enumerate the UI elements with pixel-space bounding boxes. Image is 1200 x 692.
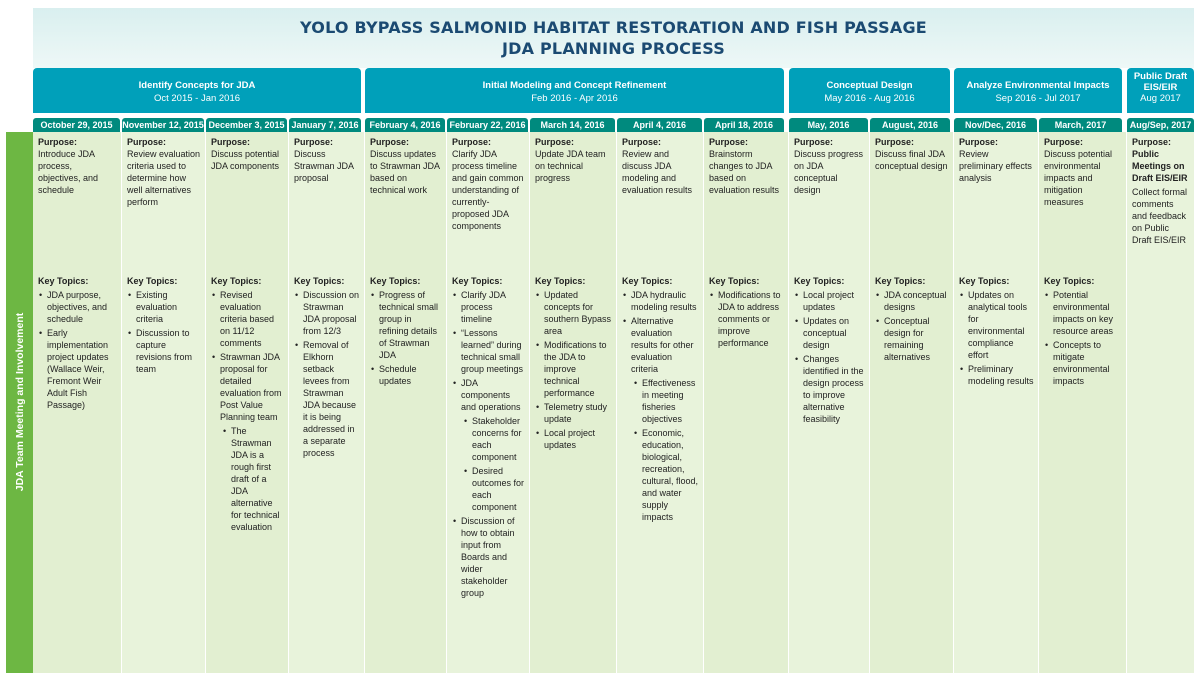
phase-environmental-impacts bbox=[954, 68, 1122, 113]
meeting-column bbox=[954, 132, 1038, 673]
meeting-column bbox=[365, 132, 446, 673]
title-banner bbox=[33, 8, 1194, 68]
key-topics-label: Key Topics: bbox=[38, 276, 89, 286]
column-divider bbox=[788, 132, 789, 673]
topic-text: Alternative evaluation results for other evaluation criteria bbox=[631, 316, 694, 374]
phase-dates: May 2016 - Aug 2016 bbox=[824, 93, 915, 104]
column-divider bbox=[869, 132, 870, 673]
topic-item: • Updates on conceptual design bbox=[794, 315, 866, 351]
key-topics-label: Key Topics: bbox=[709, 276, 760, 286]
topic-item bbox=[211, 351, 285, 533]
topic-item: • Local project updates bbox=[794, 289, 866, 313]
purpose-heading: Public Meetings on Draft EIS/EIR bbox=[1132, 149, 1188, 183]
topic-item: • Updated concepts for southern Bypass area bbox=[535, 289, 613, 337]
purpose-text: Review evaluation criteria used to determine how well alternatives perform bbox=[127, 149, 201, 207]
purpose-label: Purpose: bbox=[1132, 137, 1172, 147]
meeting-column bbox=[530, 132, 616, 673]
subtopic-item: • Economic, education, biological, recreation, cultural, flood, and water supply impacts bbox=[633, 427, 700, 523]
meeting-column bbox=[617, 132, 703, 673]
key-topics-label: Key Topics: bbox=[794, 276, 845, 286]
topic-item: • Progress of technical small group in refining details of Strawman JDA bbox=[370, 289, 443, 361]
meeting-column bbox=[789, 132, 869, 673]
phase-dates: Oct 2015 - Jan 2016 bbox=[153, 93, 241, 104]
key-topics-label: Key Topics: bbox=[370, 276, 421, 286]
purpose-text: Introduce JDA process, objectives, and schedule bbox=[38, 149, 99, 195]
purpose-text: Discuss progress on JDA conceptual design bbox=[794, 149, 864, 195]
purpose-text: Discuss Strawman JDA proposal bbox=[294, 149, 354, 183]
meeting-column bbox=[1127, 132, 1194, 673]
column-divider bbox=[616, 132, 617, 673]
meeting-date: May, 2016 bbox=[789, 118, 868, 132]
purpose-label: Purpose: bbox=[875, 137, 915, 147]
column-divider bbox=[703, 132, 704, 673]
meeting-column bbox=[704, 132, 788, 673]
sidebar-label: JDA Team Meeting and Involvement bbox=[13, 312, 26, 492]
key-topics-label: Key Topics: bbox=[211, 276, 262, 286]
topic-item: • JDA hydraulic modeling results bbox=[622, 289, 700, 313]
purpose-label: Purpose: bbox=[38, 137, 78, 147]
meeting-date: March 14, 2016 bbox=[530, 118, 615, 132]
sidebar bbox=[6, 132, 33, 673]
topic-item: • Removal of Elkhorn setback levees from Strawman JDA because it is being addressed in a separate process bbox=[294, 339, 361, 459]
purpose-label: Purpose: bbox=[535, 137, 575, 147]
page-title: YOLO BYPASS SALMONID HABITAT RESTORATION AND FISH PASSAGE bbox=[300, 18, 927, 37]
meeting-date: April 4, 2016 bbox=[617, 118, 702, 132]
meeting-date: March, 2017 bbox=[1039, 118, 1122, 132]
subtopic-item: • Stakeholder concerns for each component bbox=[463, 415, 526, 463]
topic-item: • Schedule updates bbox=[370, 363, 443, 387]
purpose-text: Brainstorm changes to JDA based on evaluation results bbox=[709, 149, 780, 195]
purpose-text: Discuss potential environmental impacts and mitigation measures bbox=[1044, 149, 1113, 207]
meeting-column bbox=[1039, 132, 1126, 673]
meeting-date: October 29, 2015 bbox=[33, 118, 120, 132]
topic-item: • Updates on analytical tools for environmental compliance effort bbox=[959, 289, 1035, 361]
key-topics-label: Key Topics: bbox=[127, 276, 178, 286]
meeting-column bbox=[122, 132, 205, 673]
purpose-text: Collect formal comments and feedback on Public Draft EIS/EIR bbox=[1132, 187, 1188, 245]
subtopic-item: • Effectiveness in meeting fisheries objectives bbox=[633, 377, 700, 425]
meeting-date: August, 2016 bbox=[870, 118, 950, 132]
meeting-date: November 12, 2015 bbox=[122, 120, 204, 130]
column-divider bbox=[121, 132, 122, 673]
key-topics-label: Key Topics: bbox=[294, 276, 345, 286]
meeting-column bbox=[33, 132, 121, 673]
phase-name: Identify Concepts for JDA bbox=[138, 80, 256, 91]
column-divider bbox=[205, 132, 206, 673]
topic-item: • Clarify JDA process timeline bbox=[452, 289, 526, 325]
purpose-label: Purpose: bbox=[622, 137, 662, 147]
topic-item: • JDA purpose, objectives, and schedule bbox=[38, 289, 118, 325]
topic-item: • Local project updates bbox=[535, 427, 613, 451]
meeting-column bbox=[447, 132, 529, 673]
page-subtitle: JDA PLANNING PROCESS bbox=[502, 39, 725, 58]
topic-item: • “Lessons learned” during technical small group meetings bbox=[452, 327, 526, 375]
purpose-text: Update JDA team on technical progress bbox=[535, 149, 606, 183]
purpose-text: Review and discuss JDA modeling and evaluation results bbox=[622, 149, 693, 195]
meeting-column bbox=[870, 132, 953, 673]
meeting-date: January 7, 2016 bbox=[289, 118, 361, 132]
purpose-label: Purpose: bbox=[452, 137, 492, 147]
key-topics-label: Key Topics: bbox=[1044, 276, 1095, 286]
meeting-date: Nov/Dec, 2016 bbox=[954, 118, 1037, 132]
topic-item: • Potential environmental impacts on key resource areas bbox=[1044, 289, 1123, 337]
key-topics-label: Key Topics: bbox=[452, 276, 503, 286]
key-topics-label: Key Topics: bbox=[959, 276, 1010, 286]
topic-item bbox=[622, 315, 700, 523]
purpose-text: Clarify JDA process timeline and gain common understanding of currently-proposed JDA components bbox=[452, 149, 524, 231]
purpose-label: Purpose: bbox=[211, 137, 251, 147]
meeting-column bbox=[206, 132, 288, 673]
phase-public-draft bbox=[1127, 68, 1194, 113]
phase-conceptual-design bbox=[789, 68, 950, 113]
subtopic-item: • Desired outcomes for each component bbox=[463, 465, 526, 513]
column-divider bbox=[364, 132, 365, 673]
column-divider bbox=[446, 132, 447, 673]
purpose-text: Review preliminary effects analysis bbox=[959, 149, 1032, 183]
key-topics-label: Key Topics: bbox=[535, 276, 586, 286]
topic-item bbox=[452, 377, 526, 513]
topic-item: • Modifications to JDA to address comments or improve performance bbox=[709, 289, 785, 349]
purpose-label: Purpose: bbox=[294, 137, 334, 147]
purpose-text: Discuss potential JDA components bbox=[211, 149, 280, 171]
key-topics-label: Key Topics: bbox=[875, 276, 926, 286]
purpose-label: Purpose: bbox=[794, 137, 834, 147]
phase-identify-concepts bbox=[33, 68, 361, 113]
column-divider bbox=[529, 132, 530, 673]
topic-item: • Modifications to the JDA to improve technical performance bbox=[535, 339, 613, 399]
topic-item: • Telemetry study update bbox=[535, 401, 613, 425]
phase-dates: Feb 2016 - Apr 2016 bbox=[531, 93, 618, 104]
phase-name: Initial Modeling and Concept Refinement bbox=[482, 80, 667, 91]
topic-item: • Existing evaluation criteria bbox=[127, 289, 202, 325]
column-divider bbox=[1038, 132, 1039, 673]
topic-text: JDA components and operations bbox=[461, 378, 521, 412]
phase-name: Conceptual Design bbox=[826, 80, 913, 91]
topic-item: • Discussion of how to obtain input from Boards and wider stakeholder group bbox=[452, 515, 526, 599]
phase-name: Public Draft EIS/EIR bbox=[1133, 71, 1188, 93]
purpose-label: Purpose: bbox=[959, 137, 999, 147]
column-divider bbox=[1126, 132, 1127, 673]
topic-item: • JDA conceptual designs bbox=[875, 289, 950, 313]
topic-item: • Revised evaluation criteria based on 11/12 comments bbox=[211, 289, 285, 349]
meeting-column bbox=[289, 132, 364, 673]
purpose-text: Discuss updates to Strawman JDA based on technical work bbox=[370, 149, 440, 195]
topic-item: • Conceptual design for remaining alternatives bbox=[875, 315, 950, 363]
phase-name: Analyze Environmental Impacts bbox=[966, 80, 1110, 91]
topic-item: • Discussion to capture revisions from team bbox=[127, 327, 202, 375]
subtopic-item: • The Strawman JDA is a rough first draft of a JDA alternative for technical evaluation bbox=[222, 425, 285, 533]
meeting-date: February 22, 2016 bbox=[447, 118, 528, 132]
column-divider bbox=[953, 132, 954, 673]
phase-initial-modeling bbox=[365, 68, 784, 113]
meeting-date: April 18, 2016 bbox=[704, 118, 784, 132]
topic-text: Strawman JDA proposal for detailed evaluation from Post Value Planning team bbox=[220, 352, 282, 422]
meeting-date: February 4, 2016 bbox=[365, 118, 445, 132]
column-divider bbox=[288, 132, 289, 673]
phase-dates: Aug 2017 bbox=[1140, 93, 1181, 104]
purpose-text: Discuss final JDA conceptual design bbox=[875, 149, 948, 171]
topic-item: • Early implementation project updates (Wallace Weir, Fremont Weir Adult Fish Passage) bbox=[38, 327, 118, 411]
purpose-label: Purpose: bbox=[127, 137, 167, 147]
topic-item: • Changes identified in the design process to improve alternative feasibility bbox=[794, 353, 866, 425]
purpose-label: Purpose: bbox=[370, 137, 410, 147]
topic-item: • Concepts to mitigate environmental impacts bbox=[1044, 339, 1123, 387]
meeting-date: Aug/Sep, 2017 bbox=[1127, 118, 1194, 132]
purpose-label: Purpose: bbox=[709, 137, 749, 147]
purpose-label: Purpose: bbox=[1044, 137, 1084, 147]
topic-item: • Discussion on Strawman JDA proposal from 12/3 bbox=[294, 289, 361, 337]
meeting-date: December 3, 2015 bbox=[206, 118, 287, 132]
topic-item: • Preliminary modeling results bbox=[959, 363, 1035, 387]
key-topics-label: Key Topics: bbox=[622, 276, 673, 286]
phase-dates: Sep 2016 - Jul 2017 bbox=[995, 93, 1081, 104]
